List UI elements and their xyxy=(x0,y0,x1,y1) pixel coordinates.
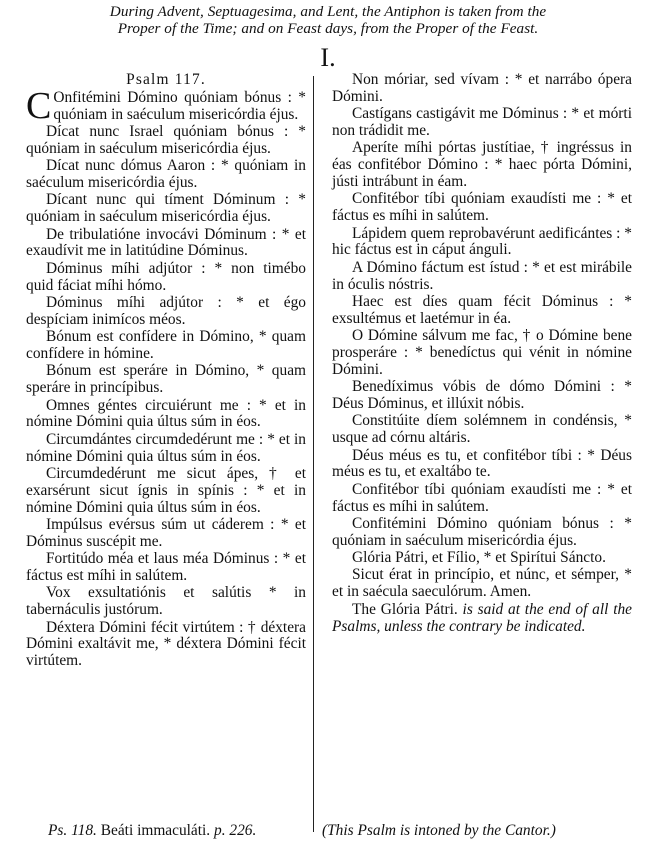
verse: Confitébor tíbi quóniam exaudísti me : * et fáctus es míhi in salútem. xyxy=(332,480,632,515)
verse: Glória Pátri, et Fílio, * et Spirítui Sáncto. xyxy=(352,549,606,567)
verse: Confitémini Dómino quóniam bónus : * quóniam in saéculum misericórdia éjus. xyxy=(332,514,632,549)
verse: Omnes géntes circuiérunt me : * et in nómine Dómini quia últus súm in éos. xyxy=(26,396,306,431)
verse: Castígans castigávit me Dóminus : * et mórti non trádidit me. xyxy=(332,105,632,140)
psalm-ref: Ps. 118. xyxy=(48,822,97,839)
first-verse xyxy=(26,84,306,127)
verse: Bónum est confídere in Dómino, * quam confídere in hómine. xyxy=(26,328,306,362)
drop-cap: C xyxy=(26,84,52,127)
verse: Dóminus míhi adjútor : * non timébo quid fáciat míhi hómo. xyxy=(26,259,306,294)
verse: Déxtera Dómini fécit virtútem : † déxtera Dómini exaltávit me, * déxtera Dómini fécit virtútem. xyxy=(26,618,306,670)
verse: De tribulatióne invocávi Dóminum : * et exaudívit me in latitúdine Dóminus. xyxy=(26,225,306,260)
right-column xyxy=(332,72,632,636)
verse: Dóminus míhi adjútor : * et égo despíciam inimícos méos. xyxy=(26,293,306,328)
verse: Dícant nunc qui tíment Dóminum : * quóniam in saéculum misericórdia éjus. xyxy=(26,191,306,226)
verse: Lápidem quem reprobavérunt aedificántes : * hic fáctus est in cáput ánguli. xyxy=(332,224,632,259)
verse: Dícat nunc Israel quóniam bónus : * quóniam in saéculum misericórdia éjus. xyxy=(26,123,306,157)
verse: Dícat nunc dómus Aaron : * quóniam in saéculum misericórdia éjus. xyxy=(26,157,306,192)
gloria-rubric-italic: is said at the end of all the Psalms, unless the contrary be indicated. xyxy=(332,600,632,635)
verse: Non móriar, sed vívam : * et narrábo ópera Dómini. xyxy=(332,71,632,105)
verse: Haec est díes quam fécit Dóminus : * exsultémus et laetémur in éa. xyxy=(332,292,632,327)
verse: Constitúite díem solémnem in condénsis, * usque ad córnu altáris. xyxy=(332,412,632,447)
rubric-line-1: During Advent, Septuagesima, and Lent, the Antiphon is taken from the xyxy=(109,3,547,20)
first-verse-text: Onfitémini Dómino quóniam bónus : * quóniam in saéculum misericórdia éjus. xyxy=(53,88,306,123)
verse: Circumdedérunt me sicut ápes, † et exarsérunt sicut ígnis in spínis : * et in nómine Dómini quia últus súm in éos. xyxy=(26,464,306,516)
page-ref: p. 226. xyxy=(214,822,257,839)
cantor-note: (This Psalm is intoned by the Cantor.) xyxy=(322,822,556,839)
verse: Confitébor tíbi quóniam exaudísti me : * et fáctus es míhi in salútem. xyxy=(332,190,632,225)
verse: Impúlsus evérsus súm ut cáderem : * et Dóminus suscépit me. xyxy=(26,515,306,550)
verse: Fortitúdo méa et laus méa Dóminus : * et fáctus est míhi in salútem. xyxy=(26,550,306,584)
next-psalm-reference xyxy=(48,822,256,839)
gloria-rubric xyxy=(332,602,632,636)
left-column xyxy=(26,72,306,671)
rubric-line-2: Proper of the Time; and on Feast days, from the Proper of the Feast. xyxy=(117,20,539,37)
section-number: I. xyxy=(320,43,336,72)
rubric-header xyxy=(0,3,656,37)
column-divider xyxy=(313,76,314,832)
psalm-title: Psalm 117. xyxy=(126,71,206,88)
psalm-incipit: Beáti immaculáti. xyxy=(96,822,214,839)
verse: Sicut érat in princípio, et núnc, et sémper, * et in saécula saeculórum. Amen. xyxy=(332,566,632,601)
verse: Circumdántes circumdedérunt me : * et in nómine Dómini quia últus súm in éos. xyxy=(26,430,306,465)
verse: Bónum est speráre in Dómino, * quam speráre in princípibus. xyxy=(26,362,306,397)
verse: Vox exsultatiónis et salútis * in tabernáculis justórum. xyxy=(26,584,306,619)
verse: Déus méus es tu, et confitébor tíbi : * Déus méus es tu, et exaltábo te. xyxy=(332,446,632,481)
verse: A Dómino fáctum est ístud : * et est mirábile in óculis nóstris. xyxy=(332,258,632,293)
gloria-rubric-roman: The Glória Pátri. xyxy=(352,600,458,618)
verse: O Dómine sálvum me fac, † o Dómine bene prosperáre : * benedíctus qui vénit in nómine Dómini. xyxy=(332,327,632,378)
verse: Aperíte míhi pórtas justítiae, † ingréssus in éas confitébor Dómino : * haec pórta Dómini, jústi intrábunt in éam. xyxy=(332,139,632,191)
verse: Benedíximus vóbis de dómo Dómini : * Déus Dóminus, et illúxit nóbis. xyxy=(332,378,632,413)
